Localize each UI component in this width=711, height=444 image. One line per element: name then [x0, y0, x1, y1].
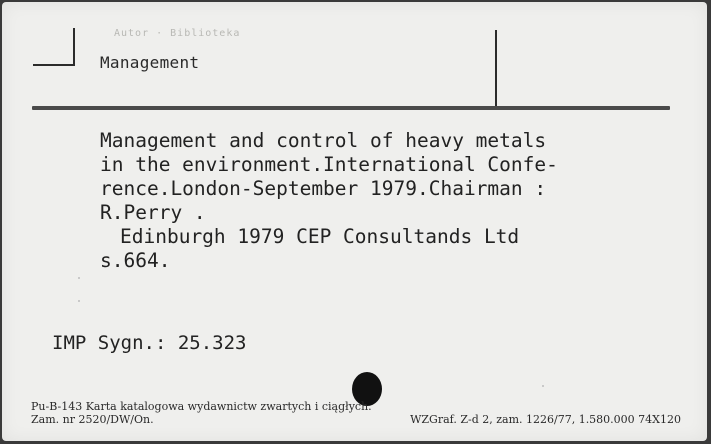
footer-line-1: Pu-B-143 Karta katalogowa wydawnictw zwartych i ciągłych.	[31, 400, 372, 413]
paper-speck	[78, 277, 80, 279]
paper-speck	[542, 385, 544, 387]
entry-line-5: Edinburgh 1979 CEP Consultands Ltd	[120, 225, 520, 248]
paper-speck	[78, 300, 80, 302]
header-rule-right-vertical	[495, 30, 497, 108]
call-number: IMP Sygn.: 25.323	[52, 332, 247, 354]
entry-line-1: Management and control of heavy metals	[100, 129, 547, 152]
footer-line-2-left: Zam. nr 2520/DW/On.	[31, 413, 154, 426]
entry-line-6: s.664.	[100, 249, 171, 272]
card-footer	[31, 400, 681, 426]
subject-heading: Management	[100, 53, 200, 72]
catalog-entry	[100, 129, 660, 273]
entry-line-3: rence.London-September 1979.Chairman :	[100, 177, 547, 200]
header-rule-left-vertical	[73, 28, 75, 66]
footer-line-2-right: WZGraf. Z-d 2, zam. 1226/77, 1.580.000 74X120	[410, 413, 681, 426]
entry-line-2: in the environment.International Confe-	[100, 153, 558, 176]
header-rule-left-horizontal	[33, 64, 75, 66]
faint-printed-header: Autor · Biblioteka	[114, 28, 241, 39]
header-rule-main	[32, 106, 670, 110]
entry-line-4: R.Perry .	[100, 201, 206, 224]
catalog-card	[2, 2, 707, 441]
